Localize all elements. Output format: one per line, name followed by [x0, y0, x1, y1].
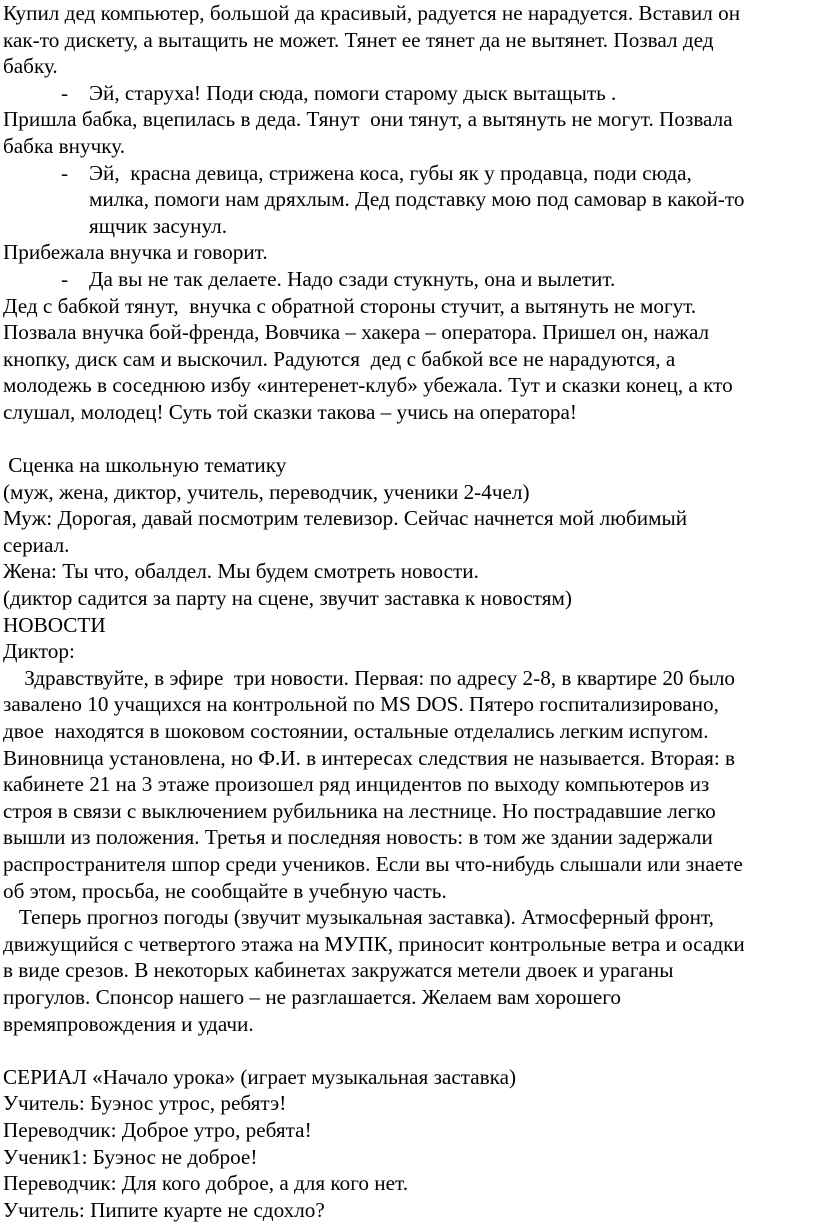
- serial-line: Переводчик: Для кого доброе, а для кого нет.: [3, 1171, 408, 1196]
- dash-marker: -: [61, 266, 69, 291]
- story-line: бабку.: [3, 54, 58, 79]
- scene-line: Здравствуйте, в эфире три новости. Первая: по адресу 2-8, в квартире 20 было: [3, 665, 735, 690]
- scene-line: Диктор:: [3, 639, 75, 664]
- scene-line: Муж: Дорогая, давай посмотрим телевизор. Сейчас начнется мой любимый: [3, 506, 688, 531]
- scene-line: Теперь прогноз погоды (звучит музыкальная заставка). Атмосферный фронт,: [3, 905, 714, 930]
- story-line: кнопку, диск сам и выскочил. Радуются дед с бабкой все не нарадуются, а: [3, 346, 676, 371]
- dialogue-continuation: милка, помоги нам дряхлым. Дед подставку мою под самовар в какой-то: [89, 187, 745, 212]
- dash-marker: -: [61, 160, 69, 185]
- serial-line: Учитель: Пипите куарте не сдохло?: [3, 1197, 325, 1222]
- dialogue-line: [3, 266, 811, 293]
- dialogue-line: [3, 80, 811, 107]
- dialogue-continuation: ящчик засунул.: [89, 213, 228, 238]
- story-line: Прибежала внучка и говорит.: [3, 240, 268, 265]
- scene-line: строя в связи с выключением рубильника на лестнице. Но пострадавшие легко: [3, 798, 716, 823]
- scene-line: кабинете 21 на 3 этаже произошел ряд инцидентов по выходу компьютеров из: [3, 772, 710, 797]
- scene-line: об этом, просьба, не сообщайте в учебную часть.: [3, 878, 447, 903]
- scene-title: Сценка на школьную тематику: [3, 453, 287, 478]
- dialogue-line: [3, 160, 811, 187]
- scene-line: двое находятся в шоковом состоянии, остальные отделались легким испугом.: [3, 719, 709, 744]
- dash-marker: -: [61, 80, 69, 105]
- dialogue-text: Эй, красна девица, стрижена коса, губы як у продавца, поди сюда,: [89, 160, 692, 185]
- story-line: молодежь в соседнюю избу «интеренет-клуб» убежала. Тут и сказки конец, а кто: [3, 373, 733, 398]
- serial-line: Переводчик: Доброе утро, ребята!: [3, 1117, 312, 1142]
- scene-line: (диктор садится за парту на сцене, звучит заставка к новостям): [3, 586, 572, 611]
- story-line: бабка внучку.: [3, 133, 125, 158]
- serial-heading: СЕРИАЛ «Начало урока» (играет музыкальная заставка): [3, 1064, 517, 1089]
- scene-line: завалено 10 учащихся на контрольной по MS DOS. Пятеро госпитализировано,: [3, 692, 719, 717]
- serial-line: Учитель: Буэнос утрос, ребятэ!: [3, 1091, 287, 1116]
- blank-line: [3, 426, 811, 453]
- scene-line: Жена: Ты что, обалдел. Мы будем смотреть новости.: [3, 559, 479, 584]
- news-heading: НОВОСТИ: [3, 612, 106, 637]
- dialogue-text: Эй, старуха! Поди сюда, помоги старому дыск вытащыть .: [89, 80, 617, 105]
- dialogue-text: Да вы не так делаете. Надо сзади стукнуть, она и вылетит.: [89, 266, 616, 291]
- story-line: слушал, молодец! Суть той сказки такова – учись на оператора!: [3, 399, 577, 424]
- scene-line: прогулов. Спонсор нашего – не разглашается. Желаем вам хорошего: [3, 984, 621, 1009]
- story-line: Дед с бабкой тянут, внучка с обратной стороны стучит, а вытянуть не могут.: [3, 293, 697, 318]
- serial-line: Ученик1: Буэнос не доброе!: [3, 1144, 258, 1169]
- scene-line: вышли из положения. Третья и последняя новость: в том же здании задержали: [3, 825, 713, 850]
- scene-line: (муж, жена, диктор, учитель, переводчик, ученики 2-4чел): [3, 479, 530, 504]
- story-line: Купил дед компьютер, большой да красивый, радуется не нарадуется. Вставил он: [3, 1, 741, 25]
- scene-line: сериал.: [3, 532, 70, 557]
- story-line: Позвала внучка бой-френда, Вовчика – хакера – оператора. Пришел он, нажал: [3, 320, 710, 345]
- scene-line: в виде срезов. В некоторых кабинетах закружатся метели двоек и ураганы: [3, 958, 674, 983]
- scene-line: Виновница установлена, но Ф.И. в интересах следствия не называется. Вторая: в: [3, 745, 736, 770]
- story-line: Пришла бабка, вцепилась в деда. Тянут они тянут, а вытянуть не могут. Позвала: [3, 107, 733, 132]
- scene-line: времяпровождения и удачи.: [3, 1011, 254, 1036]
- scene-line: распространителя шпор среди учеников. Если вы что-нибудь слышали или знаете: [3, 852, 743, 876]
- scene-line: движущийся с четвертого этажа на МУПК, приносит контрольные ветра и осадки: [3, 931, 745, 956]
- blank-line: [3, 1037, 811, 1064]
- document-page: [3, 0, 811, 1223]
- story-line: как-то дискету, а вытащить не может. Тянет ее тянет да не вытянет. Позвал дед: [3, 27, 714, 52]
